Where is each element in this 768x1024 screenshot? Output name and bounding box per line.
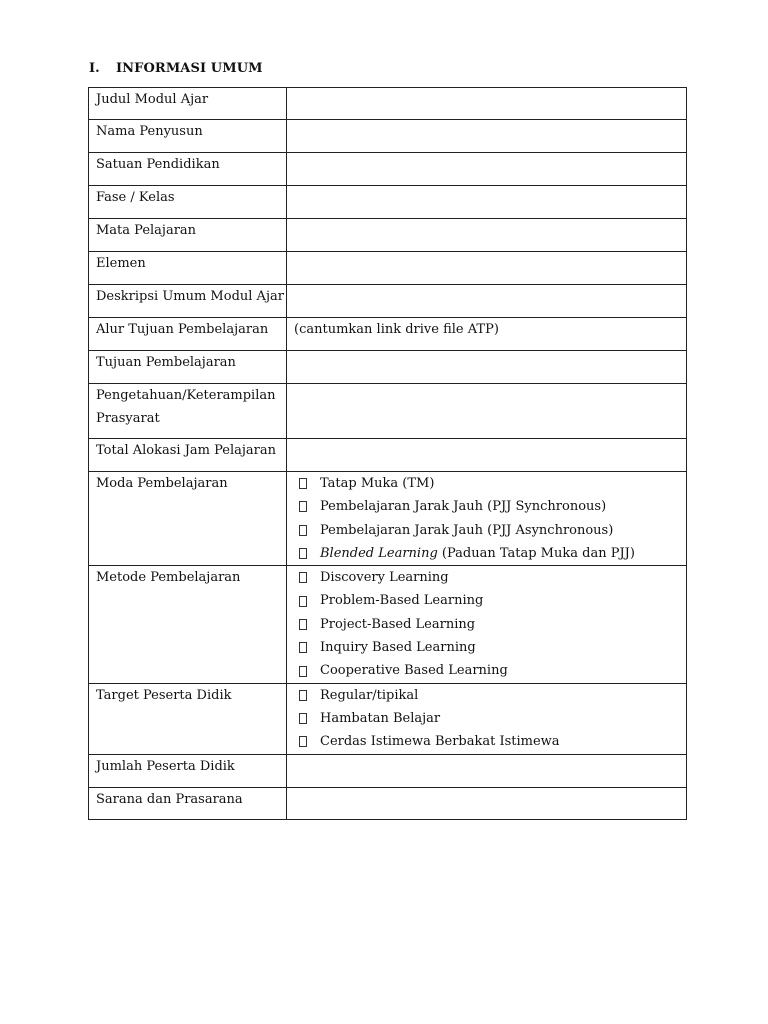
option-item[interactable]	[294, 519, 686, 542]
option-item[interactable]	[294, 495, 686, 518]
value-field-prasyarat[interactable]	[287, 384, 687, 439]
value-field-deskripsi[interactable]	[287, 285, 687, 318]
section-number: I.	[89, 61, 100, 76]
row-label: Target Peserta Didik	[89, 683, 287, 754]
value-field-elemen[interactable]	[287, 252, 687, 285]
table-row-elemen	[89, 252, 687, 285]
option-label: Cerdas Istimewa Berbakat Istimewa	[320, 734, 560, 750]
checkbox-icon[interactable]	[299, 642, 307, 653]
options-moda	[287, 472, 687, 566]
option-label: Regular/tipikal	[320, 687, 419, 703]
option-label	[320, 542, 635, 565]
option-item[interactable]	[294, 730, 686, 753]
row-label: Nama Penyusun	[89, 120, 287, 153]
table-row-alokasi	[89, 439, 687, 472]
table-row-mapel	[89, 219, 687, 252]
checkbox-icon[interactable]	[299, 572, 307, 583]
checkbox-icon[interactable]	[299, 666, 307, 677]
option-item[interactable]	[294, 659, 686, 682]
row-label: Elemen	[89, 252, 287, 285]
table-row-alur	[89, 318, 687, 351]
table-row-sarana	[89, 787, 687, 819]
table-row-fase	[89, 186, 687, 219]
table-row-moda	[89, 472, 687, 566]
table-row-tujuan	[89, 351, 687, 384]
option-label: Pembelajaran Jarak Jauh (PJJ Synchronous)	[320, 499, 607, 515]
row-label: Judul Modul Ajar	[89, 88, 287, 120]
row-label: Jumlah Peserta Didik	[89, 754, 287, 787]
checkbox-icon[interactable]	[299, 501, 307, 512]
row-label-line1: Pengetahuan/Keterampilan	[96, 388, 276, 403]
row-label-line2: Prasyarat	[96, 411, 160, 427]
table-row-jumlah	[89, 754, 687, 787]
row-label: Tujuan Pembelajaran	[89, 351, 287, 384]
option-label: Cooperative Based Learning	[320, 663, 508, 679]
option-label: Problem-Based Learning	[320, 593, 484, 609]
row-label: Total Alokasi Jam Pelajaran	[89, 439, 287, 472]
option-label: Project-Based Learning	[320, 616, 476, 632]
checkbox-icon[interactable]	[299, 736, 307, 747]
info-table	[88, 87, 687, 820]
option-label: Discovery Learning	[320, 570, 449, 586]
checkbox-icon[interactable]	[299, 596, 307, 607]
checkbox-icon[interactable]	[299, 713, 307, 724]
table-row-satuan	[89, 153, 687, 186]
section-title: INFORMASI UMUM	[116, 61, 263, 76]
value-field-sarana[interactable]	[287, 787, 687, 819]
option-item[interactable]	[294, 566, 686, 589]
row-label: Metode Pembelajaran	[89, 566, 287, 683]
table-row-deskripsi	[89, 285, 687, 318]
row-label	[89, 384, 287, 439]
value-field-satuan[interactable]	[287, 153, 687, 186]
row-label: Satuan Pendidikan	[89, 153, 287, 186]
table-row-penyusun	[89, 120, 687, 153]
option-item[interactable]	[294, 636, 686, 659]
row-label: Mata Pelajaran	[89, 219, 287, 252]
table-row-target	[89, 683, 687, 754]
option-item[interactable]	[294, 589, 686, 612]
option-item[interactable]	[294, 472, 686, 495]
option-item[interactable]	[294, 707, 686, 730]
value-field-alur[interactable]: (cantumkan link drive file ATP)	[287, 318, 687, 351]
table-row-prasyarat	[89, 384, 687, 439]
value-field-fase[interactable]	[287, 186, 687, 219]
row-label: Deskripsi Umum Modul Ajar	[89, 285, 287, 318]
value-field-alokasi[interactable]	[287, 439, 687, 472]
value-field-penyusun[interactable]	[287, 120, 687, 153]
checkbox-icon[interactable]	[299, 690, 307, 701]
row-label: Alur Tujuan Pembelajaran	[89, 318, 287, 351]
checkbox-icon[interactable]	[299, 525, 307, 536]
table-row-metode	[89, 566, 687, 683]
options-target	[287, 683, 687, 754]
option-item[interactable]	[294, 542, 686, 565]
row-label: Sarana dan Prasarana	[89, 787, 287, 819]
value-field-jumlah[interactable]	[287, 754, 687, 787]
option-label: Hambatan Belajar	[320, 710, 441, 726]
option-label: Inquiry Based Learning	[320, 640, 476, 656]
row-label: Fase / Kelas	[89, 186, 287, 219]
section-heading	[89, 61, 263, 76]
value-field-judul[interactable]	[287, 88, 687, 120]
option-label: Tatap Muka (TM)	[320, 476, 435, 491]
option-item[interactable]	[294, 684, 686, 707]
options-metode	[287, 566, 687, 683]
option-label: Pembelajaran Jarak Jauh (PJJ Asynchronous)	[320, 522, 614, 538]
value-field-mapel[interactable]	[287, 219, 687, 252]
table-row-judul	[89, 88, 687, 120]
row-label: Moda Pembelajaran	[89, 472, 287, 566]
option-label-rest: (Paduan Tatap Muka dan PJJ)	[437, 545, 635, 561]
option-item[interactable]	[294, 613, 686, 636]
value-field-tujuan[interactable]	[287, 351, 687, 384]
checkbox-icon[interactable]	[299, 619, 307, 630]
option-label-italic: Blended Learning	[320, 545, 438, 561]
checkbox-icon[interactable]	[299, 548, 307, 559]
checkbox-icon[interactable]	[299, 478, 307, 489]
